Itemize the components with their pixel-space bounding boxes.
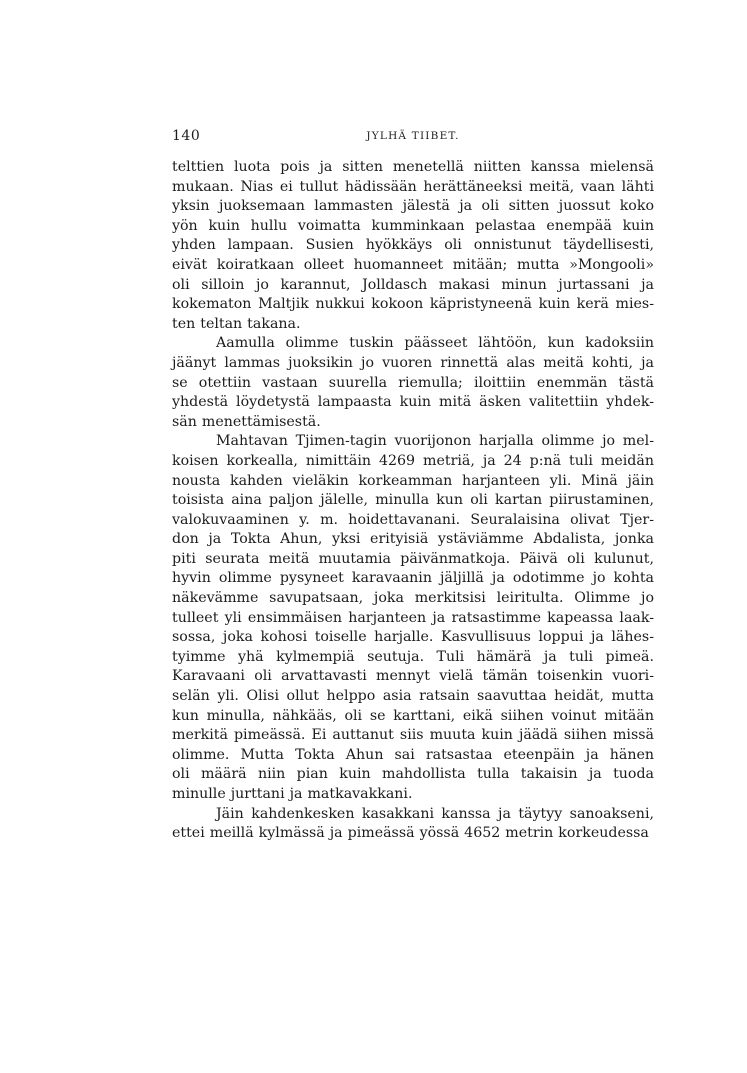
paragraph bbox=[172, 158, 654, 334]
text-line: yön kuin hullu voimatta kumminkaan pelastaa enempää kuin bbox=[172, 217, 654, 234]
text-line: sän menettämisestä. bbox=[172, 413, 321, 430]
text-line: Mahtavan Tjimen-tagin vuorijonon harjalla olimme jo mel- bbox=[216, 433, 654, 450]
text-line: tyimme yhä kylmempiä seutuja. Tuli hämärä ja tuli pimeä. bbox=[172, 648, 654, 665]
text-line: se otettiin vastaan suurella riemulla; iloittiin enemmän tästä bbox=[172, 374, 654, 391]
text-line: don ja Tokta Ahun, yksi erityisiä ystäviämme Abdalista, jonka bbox=[172, 531, 654, 548]
text-line: tulleet yli ensimmäisen harjanteen ja ratsastimme kapeassa laak- bbox=[172, 609, 654, 626]
text-line: koisen korkealla, nimittäin 4269 metriä, ja 24 p:nä tuli meidän bbox=[172, 452, 654, 469]
text-line: eivät koiratkaan olleet huomanneet mitään; mutta »Mongooli» bbox=[172, 256, 654, 273]
text-line: minulle jurttani ja matkavakkani. bbox=[172, 786, 413, 802]
text-line: ten teltan takana. bbox=[172, 315, 301, 332]
text-line: valokuvaaminen y. m. hoidettavanani. Seuralaisina olivat Tjer- bbox=[172, 511, 654, 528]
text-line: noustа kahden vieläkin korkeamman harjanteen yli. Minä jäin bbox=[172, 472, 654, 489]
text-line: hyvin olimme pysyneet karavaanin jäljillä ja odotimme jo kohta bbox=[172, 570, 654, 587]
page-number: 140 bbox=[172, 128, 201, 144]
text-line: yhdestä löydetystä lampaasta kuin mitä äsken valitettiin yhdek- bbox=[172, 394, 654, 411]
body-text bbox=[172, 158, 654, 844]
text-line: selän yli. Olisi ollut helppo asia ratsain saavuttaa heidät, mutta bbox=[172, 688, 654, 705]
text-line: kokematon Maltjik nukkui kokoon käpristyneenä kuin kerä mies- bbox=[172, 296, 654, 313]
text-line: mukaan. Nias ei tullut hädissään herättäneeksi meitä, vaan lähti bbox=[172, 178, 654, 195]
text-line: jäänyt lammas juoksikin jo vuoren rinnettä alas meitä kohti, ja bbox=[172, 354, 654, 371]
paragraph bbox=[172, 334, 654, 432]
page-header bbox=[172, 128, 654, 148]
paragraph bbox=[172, 432, 654, 804]
text-line: Jäin kahdenkesken kasakkani kanssa ja täytyy sanoakseni, bbox=[216, 805, 654, 822]
text-line: ettei meillä kylmässä ja pimeässä yössä 4652 metrin korkeudessa bbox=[172, 825, 649, 842]
text-line: piti seurata meitä muutamia päivänmatkoja. Päivä oli kulunut, bbox=[172, 550, 654, 567]
text-line: kun minulla, nähkääs, oli se karttani, eikä siihen voinut mitään bbox=[172, 707, 654, 724]
running-title: JYLHÄ TIIBET. bbox=[366, 130, 460, 142]
text-line: Karavaani oli arvattavasti mennyt vielä tämän toisenkin vuori- bbox=[172, 668, 654, 685]
text-line: oli silloin jo karannut, Jolldasch makasi minun jurtassani ja bbox=[172, 276, 654, 293]
text-line: olimme. Mutta Tokta Ahun sai ratsastaa eteenpäin ja hänen bbox=[172, 746, 654, 763]
text-line: merkitä pimeässä. Ei auttanut siis muuta kuin jäädä siihen missä bbox=[172, 727, 654, 744]
text-line: yhden lampaan. Susien hyökkäys oli onnistunut täydellisesti, bbox=[172, 237, 654, 254]
text-line: Aamulla olimme tuskin päässeet lähtöön, kun kadoksiin bbox=[216, 335, 654, 352]
text-line: toisista aina paljon jälelle, minulla kun oli kartan piirustaminen, bbox=[172, 492, 654, 509]
text-line: sossa, joka kohosi toiselle harjalle. Kasvullisuus loppui ja lähes- bbox=[172, 629, 654, 646]
text-line: yksin juoksemaan lammasten jälestä ja oli sitten juossut koko bbox=[172, 198, 654, 215]
text-line: oli määrä niin pian kuin mahdollista tulla takaisin ja tuoda bbox=[172, 766, 654, 783]
text-line: telttien luota pois ja sitten menetellä niitten kanssa mielensä bbox=[172, 159, 654, 175]
paragraph bbox=[172, 805, 654, 844]
text-line: näkevämme savupatsaan, joka merkitsisi leiritulta. Olimme jo bbox=[172, 590, 654, 607]
